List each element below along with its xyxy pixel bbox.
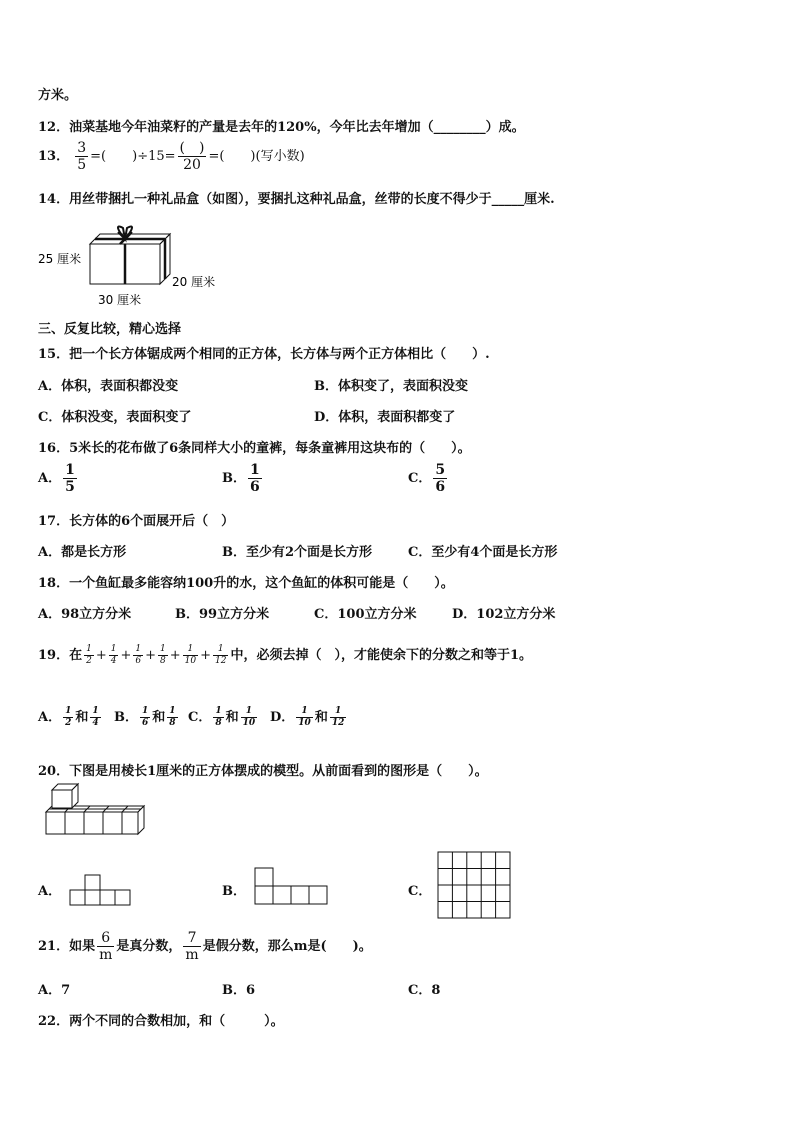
fraction: $\frac{1}{10}$ xyxy=(184,644,197,666)
q20-option-a-figure[interactable] xyxy=(70,874,132,906)
question-number: 22． xyxy=(38,1014,70,1029)
question-number: 12． xyxy=(38,120,70,135)
question-text: 两个不同的合数相加，和（ ）。 xyxy=(69,1014,284,1029)
q18-option-d[interactable]: D．102立方分米 xyxy=(452,607,556,622)
fraction: $\frac{7}{m}$ xyxy=(185,930,199,963)
fraction: $\frac{1}{2}$ xyxy=(86,644,92,666)
q15-option-a[interactable]: A．体积，表面积都没变 xyxy=(38,379,179,394)
question-14 xyxy=(38,188,555,207)
question-number: 19． xyxy=(38,648,70,663)
q17-option-b[interactable]: B．至少有2个面是长方形 xyxy=(222,545,373,560)
fraction: $\frac{6}{m}$ xyxy=(99,930,113,963)
question-number: 21． xyxy=(38,939,70,954)
q16-option-b[interactable]: B． $\frac{1}{6}$ xyxy=(222,462,260,495)
fraction: $\frac{1}{6}$ xyxy=(250,462,260,495)
q18-option-b[interactable]: B．99立方分米 xyxy=(175,607,270,622)
q18-option-c[interactable]: C．100立方分米 xyxy=(314,607,417,622)
label-depth: 20 厘米 xyxy=(172,275,216,289)
fraction: $\frac{1}{5}$ xyxy=(65,462,75,495)
q18-option-a[interactable]: A．98立方分米 xyxy=(38,607,132,622)
question-number: 15． xyxy=(38,347,70,362)
q11-tail: 方米。 xyxy=(38,88,78,103)
q21-option-c[interactable]: C．8 xyxy=(408,983,441,998)
q15-option-c[interactable]: C．体积没变，表面积变了 xyxy=(38,410,192,425)
question-text: 长方体的6个面展开后（ ） xyxy=(69,514,235,529)
q20-option-b-figure[interactable] xyxy=(254,867,329,905)
question-number: 18． xyxy=(38,576,70,591)
gift-box-figure xyxy=(38,222,228,312)
question-13 xyxy=(38,140,305,173)
question-text: 油菜基地今年油菜籽的产量是去年的120%，今年比去年增加（________）成。 xyxy=(69,120,525,135)
question-17 xyxy=(38,510,234,529)
label-length: 30 厘米 xyxy=(98,293,142,307)
q20-option-c-figure[interactable] xyxy=(437,851,512,919)
question-18 xyxy=(38,572,454,591)
q19-option-d[interactable]: D． $\frac{1}{10}$ 和 $\frac{1}{12}$ xyxy=(270,706,345,728)
q17-option-a[interactable]: A．都是长方形 xyxy=(38,545,127,560)
question-number: 20． xyxy=(38,764,70,779)
q16-option-c[interactable]: C． $\frac{5}{6}$ xyxy=(408,462,446,495)
question-text: =( )(写小数) xyxy=(208,149,305,164)
q16-option-a[interactable]: A． $\frac{1}{5}$ xyxy=(38,462,75,495)
fraction: $\frac{5}{6}$ xyxy=(435,462,446,495)
question-12 xyxy=(38,116,525,135)
fraction: $\frac{1}{6}$ xyxy=(135,644,142,666)
question-19: 19．在 $\frac{1}{2}$ + $\frac{1}{4}$ + $\frac{1}{6}$ + $\frac{1}{8}$ + $\frac{1}{10}$ + $\frac{1}{12}$ 中，必须去掉（ ），才能使余下的分数之和等于1。 xyxy=(38,644,533,666)
q19-option-a[interactable]: A． $\frac{1}{2}$ 和 $\frac{1}{4}$ xyxy=(38,706,99,728)
cube-model-figure xyxy=(42,788,152,838)
fraction: $\frac{1}{8}$ xyxy=(160,644,166,666)
question-16 xyxy=(38,437,471,456)
q20-option-c[interactable]: C． xyxy=(408,884,432,899)
fraction: $\frac{( )}{20}$ xyxy=(179,140,205,173)
question-text: =( )÷15= xyxy=(90,149,176,164)
question-text: 5米长的花布做了6条同样大小的童裤，每条童裤用这块布的（ ）。 xyxy=(69,441,471,456)
q15-option-b[interactable]: B．体积变了，表面积没变 xyxy=(314,379,468,394)
question-22 xyxy=(38,1010,284,1029)
q19-option-c[interactable]: C． $\frac{1}{8}$ 和 $\frac{1}{10}$ xyxy=(188,706,256,728)
q21-option-b[interactable]: B．6 xyxy=(222,983,256,998)
question-number: 17． xyxy=(38,514,70,529)
question-21: 21．如果 $\frac{6}{m}$ 是真分数， $\frac{7}{m}$ 是假分数，那么m是( )。 xyxy=(38,930,372,963)
q21-option-a[interactable]: A．7 xyxy=(38,983,71,998)
question-number: 16． xyxy=(38,441,70,456)
fraction: $\frac{3}{5}$ xyxy=(77,140,87,173)
fraction: $\frac{1}{12}$ xyxy=(215,644,227,666)
question-text: 在 xyxy=(69,648,83,663)
q17-option-c[interactable]: C．至少有4个面是长方形 xyxy=(408,545,558,560)
question-text: 用丝带捆扎一种礼品盒（如图），要捆扎这种礼品盒，丝带的长度不得少于_____厘米. xyxy=(69,192,555,207)
question-20 xyxy=(38,760,488,779)
question-text: 一个鱼缸最多能容纳100升的水，这个鱼缸的体积可能是（ ）。 xyxy=(69,576,454,591)
q19-option-b[interactable]: B． $\frac{1}{6}$ 和 $\frac{1}{8}$ xyxy=(114,706,176,728)
section-heading: 三、反复比较，精心选择 xyxy=(38,322,182,337)
question-15 xyxy=(38,343,490,362)
q15-option-d[interactable]: D．体积，表面积都变了 xyxy=(314,410,456,425)
fraction: $\frac{1}{4}$ xyxy=(110,644,117,666)
q20-option-b[interactable]: B． xyxy=(222,884,246,899)
question-text: 中，必须去掉（ ），才能使余下的分数之和等于1。 xyxy=(230,648,533,663)
question-text: 下图是用棱长1厘米的正方体摆成的模型。从前面看到的图形是（ ）。 xyxy=(69,764,488,779)
q20-option-a[interactable]: A． xyxy=(38,884,62,899)
question-text: 把一个长方体锯成两个相同的正方体，长方体与两个正方体相比（ ）. xyxy=(69,347,490,362)
question-number: 13． xyxy=(38,149,70,164)
label-height: 25 厘米 xyxy=(38,252,82,266)
question-number: 14． xyxy=(38,192,70,207)
